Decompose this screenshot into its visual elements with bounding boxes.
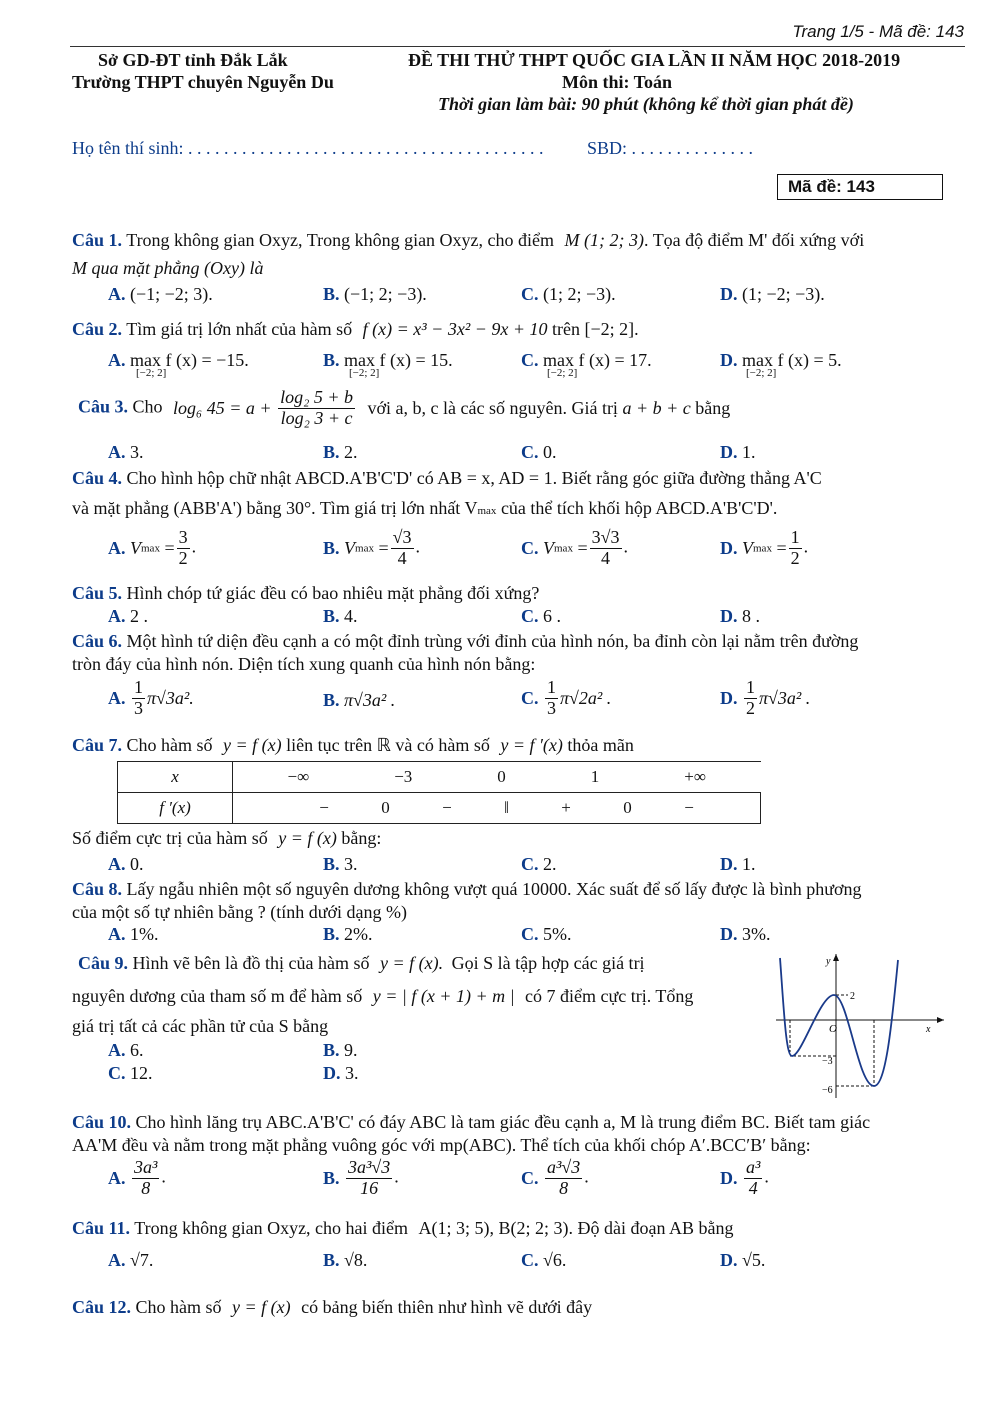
exam-time: Thời gian làm bài: 90 phút (không kể thời gian phát đề) [438, 94, 854, 114]
option-b: B. 4. [323, 606, 358, 626]
option-d: D. Vmax = $\frac{1}{2}$ . [720, 527, 809, 568]
question-text: Trong không gian Oxyz, Trong không gian Oxyz, cho điểm [126, 230, 555, 250]
option-d: D. 1. [720, 442, 756, 462]
question-4: Câu 4. Cho hình hộp chữ nhật ABCD.A'B'C'D' có AB = x, AD = 1. Biết rằng góc giữa đường thẳng A'C [72, 468, 822, 488]
question-2: Câu 2. Tìm giá trị lớn nhất của hàm số f (x) = x³ − 3x² − 9x + 10 trên [−2; 2]. [72, 319, 639, 339]
option-d: D. max f (x) = 5. [−2; 2] [720, 350, 842, 379]
option-b: B. 2%. [323, 924, 373, 944]
option-b: B. π√3a² . [323, 690, 396, 710]
option-c: C. √6. [521, 1250, 567, 1270]
x-axis-arrow [937, 1017, 944, 1023]
question-text: M qua mặt phẳng (Oxy) là [72, 258, 264, 278]
option-a: A. (−1; −2; 3). [108, 284, 213, 304]
option-d: D. 3. [323, 1063, 359, 1083]
option-c: C. $\frac{1}{3}$ π√2a² . [521, 677, 612, 718]
header-divider [70, 46, 965, 47]
question-8: Câu 8. Lấy ngẫu nhiên một số nguyên dương không vượt quá 10000. Xác suất để số lấy được là bình phương [72, 879, 862, 899]
question-7-cont: Số điểm cực trị của hàm số y = f (x) bằng: [72, 828, 382, 848]
candidate-sbd-field: SBD: . . . . . . . . . . . . . . [587, 138, 754, 158]
question-label: Câu 1. [72, 230, 123, 250]
option-b: B. (−1; 2; −3). [323, 284, 427, 304]
y-axis-arrow [833, 954, 839, 961]
option-d: D. 3%. [720, 924, 771, 944]
question-6-cont: tròn đáy của hình nón. Diện tích xung quanh của hình nón bằng: [72, 654, 536, 674]
y-axis-label: y [826, 956, 831, 967]
option-a: A. √7. [108, 1250, 154, 1270]
option-d: D. √5. [720, 1250, 766, 1270]
option-a: A. 1%. [108, 924, 159, 944]
option-d: D. 1. [720, 854, 756, 874]
option-d: D. (1; −2; −3). [720, 284, 825, 304]
option-b: B. max f (x) = 15. [−2; 2] [323, 350, 453, 379]
option-c: C. max f (x) = 17. [−2; 2] [521, 350, 652, 379]
option-c: C. 2. [521, 854, 557, 874]
option-a: A. 3. [108, 442, 144, 462]
question-12: Câu 12. Cho hàm số y = f (x) có bảng biến thiên như hình vẽ dưới đây [72, 1297, 593, 1317]
question-9-cont2: giá trị tất cả các phần tử của S bằng [72, 1016, 329, 1036]
question-11: Câu 11. Trong không gian Oxyz, cho hai điểm A(1; 3; 5), B(2; 2; 3). Độ dài đoạn AB bằng [72, 1218, 734, 1238]
page-header: Trang 1/5 - Mã đề: 143 [792, 22, 964, 41]
option-b: B. 3. [323, 854, 358, 874]
option-c: C. 6 . [521, 606, 561, 626]
question-10: Câu 10. Cho hình lăng trụ ABC.A'B'C' có đáy ABC là tam giác đều cạnh a, M là trung điểm BC. Biết tam giác [72, 1112, 871, 1132]
x-axis-label: x [926, 1024, 931, 1035]
option-b: B. 9. [323, 1040, 358, 1060]
tick-label-neg3: −3 [822, 1056, 833, 1067]
option-c: C. 12. [108, 1063, 153, 1083]
option-b: B. $\frac{\text{3a³√3}}{16}$ . [323, 1157, 399, 1198]
option-a: A. $\frac{\text{3a³}}{8}$ . [108, 1157, 166, 1198]
option-b: B. Vmax = $\frac{√3}{4}$ . [323, 527, 421, 568]
tick-label-2: 2 [850, 991, 855, 1002]
question-8-cont: của một số tự nhiên bằng ? (tính dưới dạng %) [72, 902, 407, 922]
option-c: C. 0. [521, 442, 557, 462]
option-a: A. $\frac{1}{3}$ π√3a². [108, 677, 194, 718]
option-d: D. $\frac{1}{2}$ π√3a² . [720, 677, 811, 718]
exam-code-box: Mã đề: 143 [777, 174, 943, 200]
sign-table: x −∞ −3 0 1 +∞ f ′(x) − 0 − ‖ + 0 − [117, 761, 761, 824]
question-10-cont: AA'M đều và nằm trong mặt phẳng vuông góc với mp(ABC). Thể tích của khối chóp A′.BCC′B′ bằng: [72, 1135, 811, 1155]
question-1-cont [72, 256, 972, 280]
origin-label: O [829, 1023, 837, 1035]
option-c: C. 5%. [521, 924, 572, 944]
option-a: A. 0. [108, 854, 144, 874]
option-c: C. Vmax = $\frac{3√3}{4}$ . [521, 527, 628, 568]
function-curve [780, 958, 898, 1086]
option-a: A. 6. [108, 1040, 144, 1060]
exam-subject: Môn thi: Toán [562, 72, 673, 92]
option-b: B. 2. [323, 442, 358, 462]
school-dept: Sở GD-ĐT tỉnh Đắk Lắk [98, 50, 288, 70]
question-text: . Tọa độ điểm M' đối xứng với [644, 230, 865, 250]
option-a: A. max f (x) = −15. [−2; 2] [108, 350, 249, 379]
question-7: Câu 7. Cho hàm số y = f (x) liên tục trên ℝ và có hàm số y = f ′(x) thỏa mãn [72, 735, 634, 755]
question-9: Câu 9. Hình vẽ bên là đồ thị của hàm số y = f (x). Gọi S là tập hợp các giá trị [78, 953, 645, 973]
question-4-cont: và mặt phẳng (ABB'A') bằng 30°. Tìm giá trị lớn nhất Vmax của thể tích khối hộp ABCD.A'B'C'D'. [72, 498, 778, 518]
exam-title: ĐỀ THI THỬ THPT QUỐC GIA LẦN II NĂM HỌC 2018-2019 [408, 50, 901, 70]
question-3: Câu 3. Cho log₆ 45 = a + $\frac{\text{log₂ 5 + b}}{\text{log₂ 3 + c}}$ với a, b, c là các số nguyên. Giá trị a + b + c bằng [78, 387, 731, 428]
school-name: Trường THPT chuyên Nguyễn Du [72, 72, 334, 92]
option-b: B. √8. [323, 1250, 368, 1270]
option-d: D. 8 . [720, 606, 760, 626]
question-1 [72, 228, 972, 252]
option-c: C. (1; 2; −3). [521, 284, 616, 304]
question-6: Câu 6. Một hình tứ diện đều cạnh a có một đỉnh trùng với đỉnh của hình nón, ba đỉnh còn lại nằm trên đường [72, 631, 859, 651]
option-c: C. $\frac{\text{a³√3}}{8}$ . [521, 1157, 589, 1198]
question-5: Câu 5. Hình chóp tứ giác đều có bao nhiêu mặt phẳng đối xứng? [72, 583, 540, 603]
option-a: A. Vmax = $\frac{3}{2}$ . [108, 527, 197, 568]
candidate-name-field: Họ tên thí sinh: . . . . . . . . . . . . . . . . . . . . . . . . . . . . . . . . . . . . . . . . [72, 138, 544, 158]
option-d: D. $\frac{\text{a³}}{4}$ . [720, 1157, 769, 1198]
function-graph [776, 952, 946, 1100]
option-a: A. 2 . [108, 606, 148, 626]
math-expr: M (1; 2; 3) [564, 230, 645, 250]
tick-label-neg6: −6 [822, 1085, 833, 1096]
question-9-cont: nguyên dương của tham số m để hàm số y = | f (x + 1) + m | có 7 điểm cực trị. Tổng [72, 986, 694, 1006]
